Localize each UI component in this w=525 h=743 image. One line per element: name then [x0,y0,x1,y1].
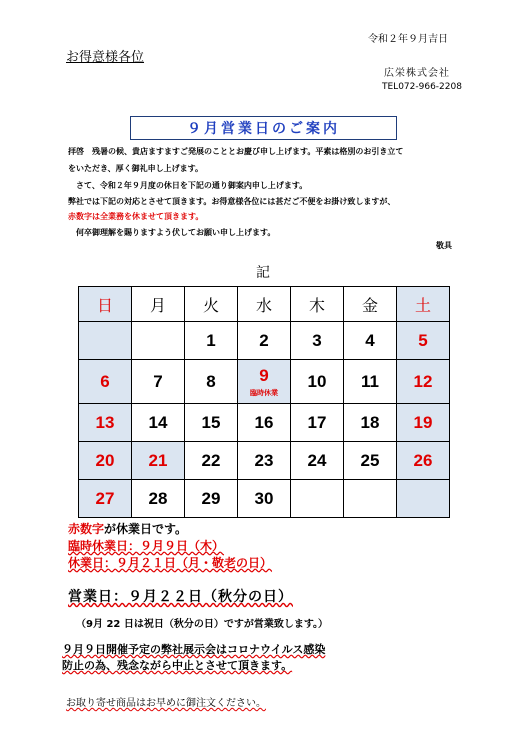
day-cell [397,480,450,518]
weekday-sun: 日 [79,287,132,322]
letter-closing: 敬具 [436,241,452,250]
title-box [130,116,397,140]
business-day-remark: （9月 22 日は祝日（秋分の日）ですが営業致します。） [76,619,329,630]
day-cell: 14 [132,404,185,442]
day-cell-holiday: 21 [132,442,185,480]
letter-line-6: 何卒御理解を賜りますよう伏してお願い申し上げます。 [68,228,276,237]
weekday-wed: 水 [238,287,291,322]
day-cell-holiday: 12 [397,360,450,404]
holiday-legend-text: が休業日です。 [104,522,188,536]
day-cell: 16 [238,404,291,442]
calendar-header-row [79,287,450,322]
day-cell: 23 [238,442,291,480]
temp-closed-note: 臨時休業 [250,389,278,397]
letter-line-2: をいただき、厚く御礼申し上げます。 [68,164,204,173]
customer-salutation: お得意様各位 [66,50,145,65]
day-cell: 28 [132,480,185,518]
weekday-tue: 火 [185,287,238,322]
day-cell-holiday: 20 [79,442,132,480]
letter-date: 令和２年９月吉日 [368,34,448,45]
day-cell: 7 [132,360,185,404]
exhibition-notice-2: 防止の為、残念ながら中止とさせて頂きます。 [62,659,293,672]
day-cell [79,322,132,360]
ki-heading: 記 [256,265,270,281]
letter-line-1: 拝啓 残暑の候、貴店ますますご発展のこととお慶び申し上げます。平素は格別のお引き立て [68,147,404,156]
day-cell-holiday: 6 [79,360,132,404]
weekday-sat: 土 [397,287,450,322]
calendar-week-4 [79,442,450,480]
day-cell: 24 [291,442,344,480]
calendar-week-3 [79,404,450,442]
letter-line-3: さて、令和２年９月度の休日を下記の通り御案内申し上げます。 [68,181,308,190]
day-cell: 30 [238,480,291,518]
exhibition-notice-1: ９月９日開催予定の弊社展示会はコロナウイルス感染 [62,643,326,656]
day-cell-holiday: 13 [79,404,132,442]
company-name: 広栄株式会社 [384,68,450,79]
day-cell: 22 [185,442,238,480]
day-number: 9 [259,365,269,385]
day-cell [291,480,344,518]
day-cell: 4 [344,322,397,360]
letter-line-5: 赤数字は全業務を休ませて頂きます。 [68,212,204,221]
holiday-date: 休業日：９月２１日（月・敬老の日） [68,556,273,570]
day-cell-holiday: 27 [79,480,132,518]
day-cell: 10 [291,360,344,404]
weekday-thu: 木 [291,287,344,322]
day-cell: 25 [344,442,397,480]
day-cell: 1 [185,322,238,360]
calendar-week-1 [79,322,450,360]
day-cell: 18 [344,404,397,442]
day-cell: 8 [185,360,238,404]
letter-line-4: 弊社では下記の対応とさせて頂きます。お得意様各位には甚だご不便をお掛け致しますが、 [68,197,396,206]
day-cell-holiday: 5 [397,322,450,360]
day-cell: 2 [238,322,291,360]
day-cell [344,480,397,518]
company-tel: TEL072-966-2208 [382,82,462,92]
weekday-mon: 月 [132,287,185,322]
business-day: 営業日：９月２２日（秋分の日） [68,589,293,605]
calendar-week-5 [79,480,450,518]
holiday-legend-red: 赤数字 [68,522,105,536]
day-cell: 3 [291,322,344,360]
day-cell: 11 [344,360,397,404]
day-cell: 17 [291,404,344,442]
calendar-week-2 [79,360,450,404]
temp-closed-date: 臨時休業日：９月９日（木） [68,539,225,553]
day-cell: 29 [185,480,238,518]
calendar-table [78,286,450,518]
day-cell [132,322,185,360]
day-cell-holiday: 26 [397,442,450,480]
day-cell-holiday: 19 [397,404,450,442]
holiday-legend [68,520,187,537]
page-title: ９月営業日のご案内 [187,121,340,137]
day-cell-temp-closed [238,360,291,404]
day-cell: 15 [185,404,238,442]
weekday-fri: 金 [344,287,397,322]
order-notice: お取り寄せ商品はお早めに御注文ください。 [66,698,266,709]
